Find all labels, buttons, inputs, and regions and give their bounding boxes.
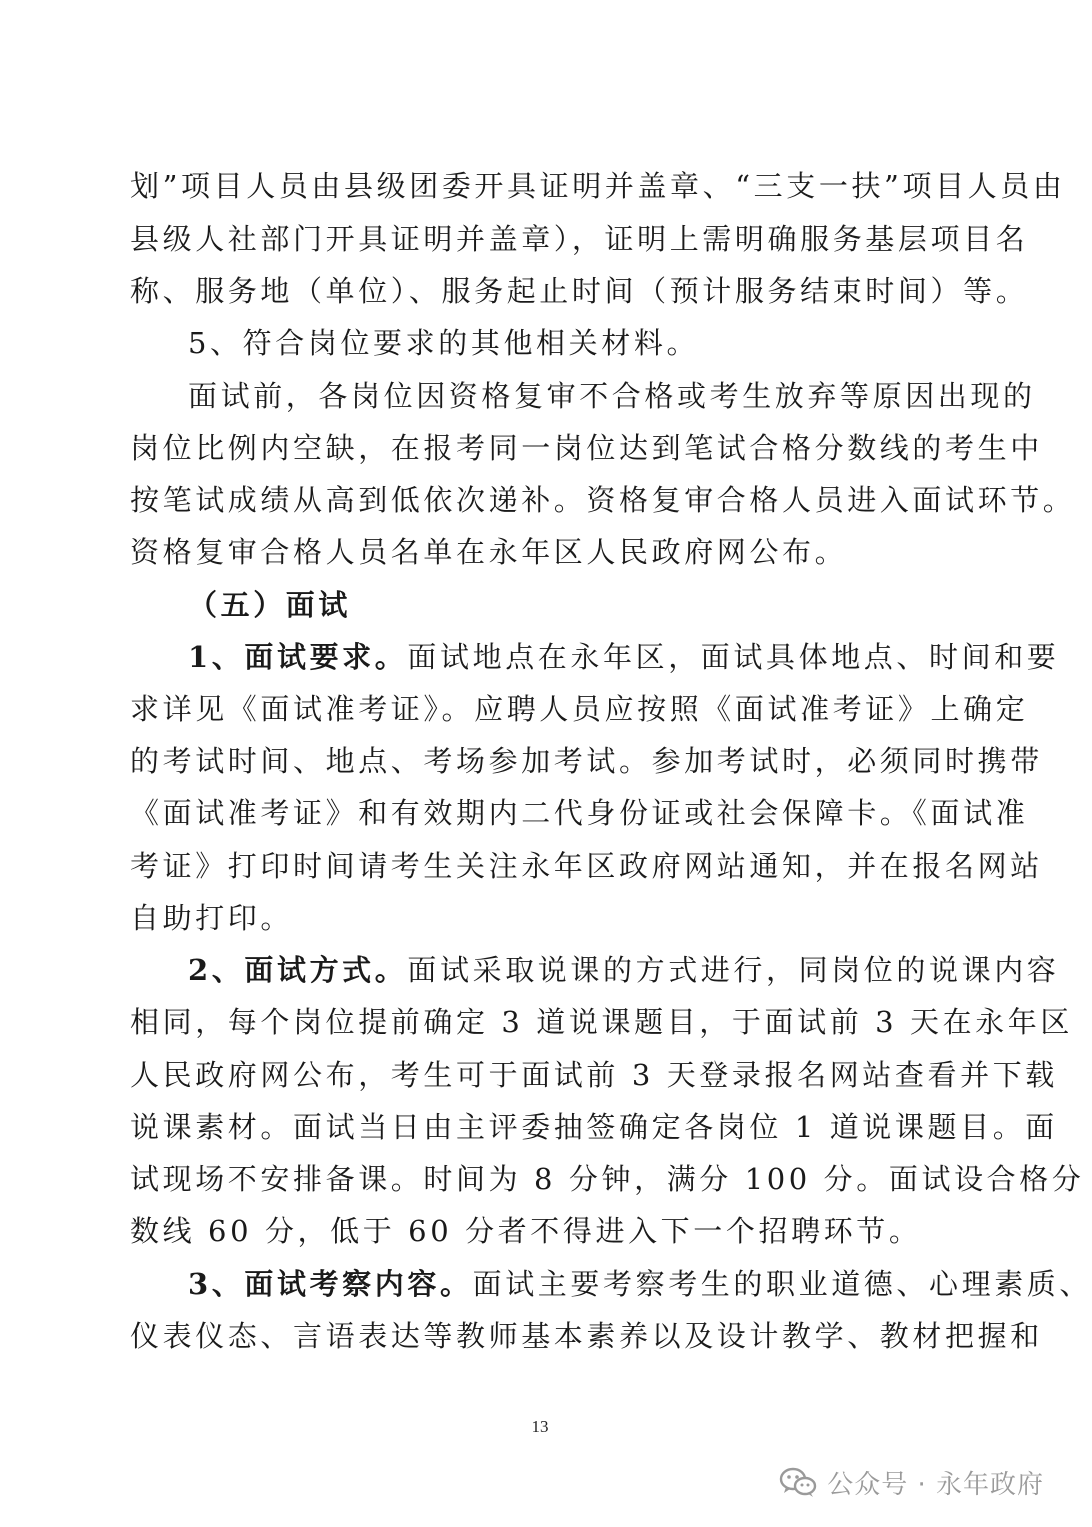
method-lead: 2、面试方式。 (188, 953, 408, 987)
body-line: 资格复审合格人员名单在永年区人民政府网公布。 (130, 535, 848, 569)
body-line: 的考试时间、地点、考场参加考试。参加考试时，必须同时携带 (130, 744, 1043, 778)
content-text: 面试主要考察考生的职业道德、心理素质、 (472, 1267, 1092, 1301)
body-line: 说课素材。面试当日由主评委抽签确定各岗位 1 道说课题目。面 (130, 1110, 1058, 1144)
section-heading: （五）面试 (188, 588, 352, 622)
watermark (779, 1462, 1044, 1502)
body-line: 按笔试成绩从高到低依次递补。资格复审合格人员进入面试环节。 (130, 483, 1076, 517)
body-line: 仪表仪态、言语表达等教师基本素养以及设计教学、教材把握和 (130, 1319, 1043, 1353)
body-line: 求详见《面试准考证》。应聘人员应按照《面试准考证》上确定 (130, 692, 1029, 726)
body-line: 人民政府网公布，考生可于面试前 3 天登录报名网站查看并下载 (130, 1058, 1058, 1092)
requirements-lead: 1、面试要求。 (188, 640, 408, 674)
body-line: 数线 60 分，低于 60 分者不得进入下一个招聘环节。 (130, 1214, 922, 1248)
paragraph-method (188, 950, 1060, 990)
watermark-text: 公众号 · 永年政府 (827, 1469, 1044, 1500)
body-line: 划”项目人员由县级团委开具证明并盖章、“三支一扶”项目人员由 (130, 169, 1066, 203)
body-line: 面试前，各岗位因资格复审不合格或考生放弃等原因出现的 (188, 379, 1036, 413)
body-line: 县级人社部门开具证明并盖章），证明上需明确服务基层项目名 (130, 222, 1029, 256)
requirements-text: 面试地点在永年区，面试具体地点、时间和要 (407, 640, 1060, 674)
content-lead: 3、面试考察内容。 (188, 1267, 473, 1301)
body-line: 试现场不安排备课。时间为 8 分钟，满分 100 分。面试设合格分 (130, 1162, 1085, 1196)
paragraph-requirements (188, 637, 1060, 677)
page-number: 13 (531, 1417, 549, 1436)
wechat-icon (779, 1466, 817, 1498)
body-line: 考证》打印时间请考生关注永年区政府网站通知，并在报名网站 (130, 849, 1043, 883)
method-text: 面试采取说课的方式进行，同岗位的说课内容 (407, 953, 1060, 987)
body-line: 《面试准考证》和有效期内二代身份证或社会保障卡。《面试准 (130, 796, 1029, 830)
body-line: 相同，每个岗位提前确定 3 道说课题目，于面试前 3 天在永年区 (130, 1005, 1073, 1039)
body-line: 岗位比例内空缺，在报考同一岗位达到笔试合格分数线的考生中 (130, 431, 1043, 465)
body-line: 自助打印。 (130, 901, 294, 935)
list-item-5: 5、符合岗位要求的其他相关材料。 (188, 326, 700, 360)
body-line: 称、服务地（单位）、服务起止时间（预计服务结束时间）等。 (130, 274, 1029, 308)
paragraph-content (188, 1264, 1092, 1304)
